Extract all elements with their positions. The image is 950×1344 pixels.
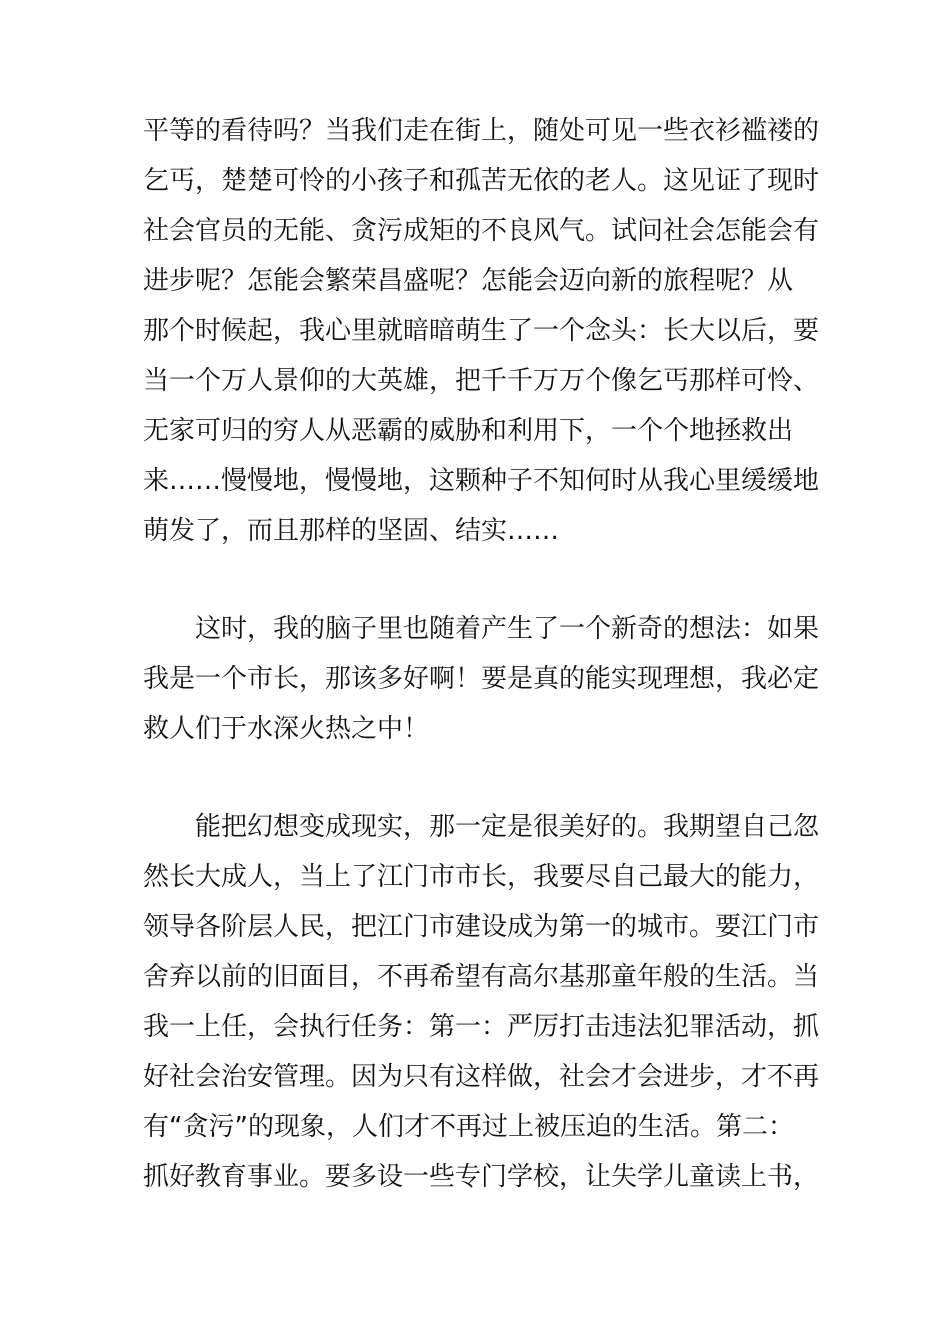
paragraph-3 [143, 802, 843, 1202]
text-line: 舍弃以前的旧面目，不再希望有高尔基那童年般的生活。当 [143, 962, 820, 992]
text-line: 抓好教育事业。要多设一些专门学校，让失学儿童读上书， [143, 1162, 820, 1192]
paragraph-spacer [143, 754, 843, 802]
document-body [143, 106, 843, 1202]
text-line: 好社会治安管理。因为只有这样做，社会才会进步，才不再 [143, 1062, 820, 1092]
text-line: 无家可归的穷人从恶霸的威胁和利用下，一个个地拯救出 [143, 416, 794, 446]
text-line: 乞丐，楚楚可怜的小孩子和孤苦无依的老人。这见证了现时 [143, 166, 820, 196]
text-line-indented: 能把幻想变成现实，那一定是很美好的。我期望自己忽 [195, 812, 820, 842]
text-line: 当一个万人景仰的大英雄，把千千万万个像乞丐那样可怜、 [143, 366, 820, 396]
text-line: 领导各阶层人民，把江门市建设成为第一的城市。要江门市 [143, 912, 820, 942]
text-line: 那个时候起，我心里就暗暗萌生了一个念头：长大以后，要 [143, 316, 820, 346]
text-line: 有“贪污”的现象，人们才不再过上被压迫的生活。第二： [143, 1112, 794, 1142]
paragraph-2 [143, 604, 843, 754]
paragraph-spacer [143, 556, 843, 604]
text-line: 我是一个市长，那该多好啊！要是真的能实现理想，我必定 [143, 664, 820, 694]
text-line: 平等的看待吗？当我们走在街上，随处可见一些衣衫褴褛的 [143, 116, 820, 146]
text-line: 救人们于水深火热之中！ [143, 714, 430, 744]
text-line: 然长大成人，当上了江门市市长，我要尽自己最大的能力， [143, 862, 820, 892]
text-line: 我一上任，会执行任务：第一：严厉打击违法犯罪活动，抓 [143, 1012, 820, 1042]
text-line: 社会官员的无能、贪污成矩的不良风气。试问社会怎能会有 [143, 216, 820, 246]
text-line: 萌发了，而且那样的坚固、结实…… [143, 516, 560, 546]
text-line: 进步呢？怎能会繁荣昌盛呢？怎能会迈向新的旅程呢？从 [143, 266, 794, 296]
paragraph-1 [143, 106, 843, 556]
text-line: 来……慢慢地，慢慢地，这颗种子不知何时从我心里缓缓地 [143, 466, 820, 496]
text-line-indented: 这时，我的脑子里也随着产生了一个新奇的想法：如果 [195, 614, 820, 644]
